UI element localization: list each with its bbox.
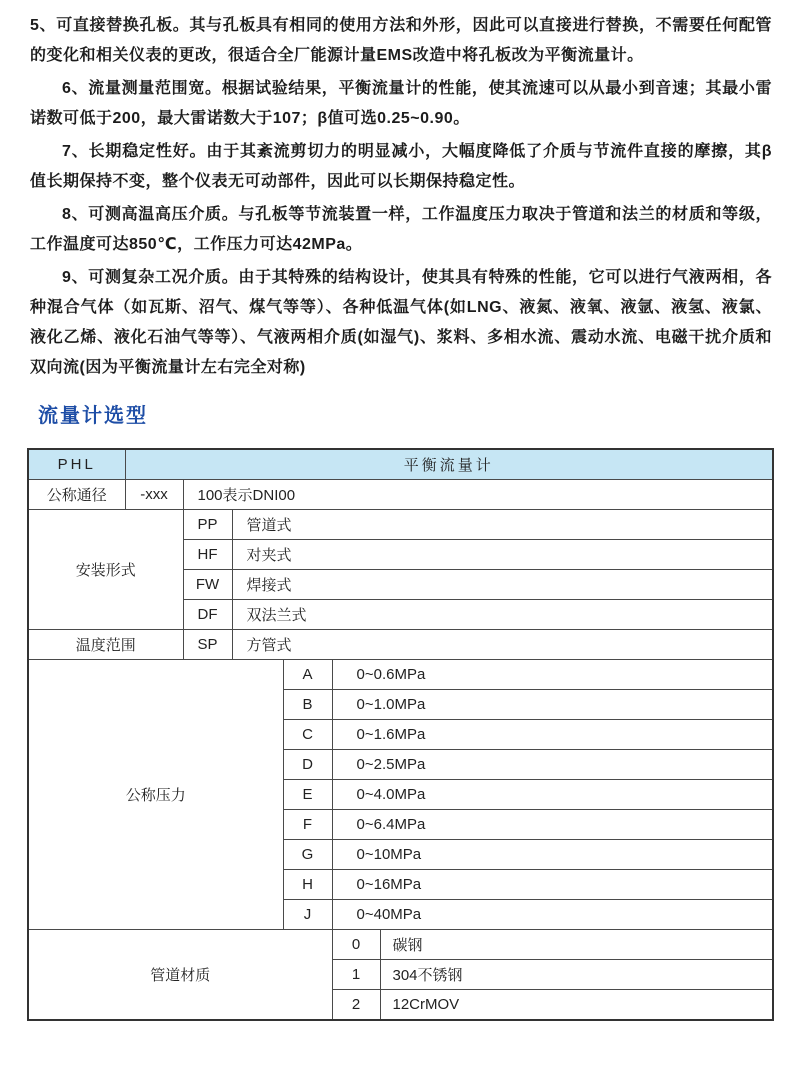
code-pressure-j: J — [283, 900, 332, 930]
label-pipe-material: 管道材质 — [28, 930, 332, 1021]
table-row-diameter — [28, 480, 773, 510]
table-row-temp-sp — [28, 630, 773, 660]
feature-paragraphs — [0, 0, 800, 383]
table-row-material-0 — [28, 930, 773, 960]
code-material-0: 0 — [332, 930, 380, 960]
code-pressure-h: H — [283, 870, 332, 900]
paragraph-feature-7: 7、长期稳定性好。由于其紊流剪切力的明显减小，大幅度降低了介质与节流件直接的摩擦，其β值长期保持不变，整个仪表无可动部件，因此可以长期保持稳定性。 — [30, 143, 772, 190]
label-install-form: 安装形式 — [28, 510, 183, 630]
label-nominal-pressure: 公称压力 — [28, 660, 283, 930]
code-pressure-d: D — [283, 750, 332, 780]
code-df: DF — [183, 600, 232, 630]
code-pp: PP — [183, 510, 232, 540]
code-sp: SP — [183, 630, 232, 660]
code-pressure-f: F — [283, 810, 332, 840]
code-material-2: 2 — [332, 990, 380, 1021]
desc-diameter: 100表示DNI00 — [183, 480, 773, 510]
desc-material-0: 碳钢 — [380, 930, 773, 960]
desc-material-2: 12CrMOV — [380, 990, 773, 1021]
paragraph-feature-9: 9、可测复杂工况介质。由于其特殊的结构设计，使其具有特殊的性能，它可以进行气液两相，各种混合气体（如瓦斯、沼气、煤气等等）、各种低温气体(如LNG、液氮、液氧、液氩、液氢、液氯、液化乙烯、液化石油气等等）、气液两相介质(如湿气)、浆料、多相水流、震动水流、电磁干扰介质和双向流(因为平衡流量计左右完全对称) — [30, 269, 772, 376]
model-code-cell: PHL — [28, 449, 125, 480]
paragraph-feature-5: 5、可直接替换孔板。其与孔板具有相同的使用方法和外形，因此可以直接进行替换，不需要任何配管的变化和相关仪表的更改，很适合全厂能源计量EMS改造中将孔板改为平衡流量计。 — [30, 17, 772, 64]
paragraph-feature-6: 6、流量测量范围宽。根据试验结果，平衡流量计的性能，使其流速可以从最小到音速；其最小雷诺数可低于200，最大雷诺数大于107；β值可选0.25~0.90。 — [30, 80, 772, 127]
desc-pressure-b: 0~1.0MPa — [332, 690, 773, 720]
desc-pressure-g: 0~10MPa — [332, 840, 773, 870]
desc-pressure-c: 0~1.6MPa — [332, 720, 773, 750]
code-pressure-e: E — [283, 780, 332, 810]
desc-pressure-d: 0~2.5MPa — [332, 750, 773, 780]
model-selection-table — [27, 448, 774, 1021]
code-pressure-g: G — [283, 840, 332, 870]
label-nominal-diameter: 公称通径 — [28, 480, 125, 510]
desc-pressure-f: 0~6.4MPa — [332, 810, 773, 840]
section-title-selection: 流量计选型 — [38, 405, 148, 427]
code-material-1: 1 — [332, 960, 380, 990]
label-temp-range: 温度范围 — [28, 630, 183, 660]
code-pressure-b: B — [283, 690, 332, 720]
table-row-model — [28, 449, 773, 480]
desc-sp: 方管式 — [232, 630, 773, 660]
desc-pressure-a: 0~0.6MPa — [332, 660, 773, 690]
desc-fw: 焊接式 — [232, 570, 773, 600]
desc-df: 双法兰式 — [232, 600, 773, 630]
code-hf: HF — [183, 540, 232, 570]
model-name-cell: 平衡流量计 — [125, 449, 773, 480]
table-row-pressure-a — [28, 660, 773, 690]
table-row-install-pp — [28, 510, 773, 540]
desc-material-1: 304不锈钢 — [380, 960, 773, 990]
code-pressure-c: C — [283, 720, 332, 750]
paragraph-feature-8: 8、可测高温高压介质。与孔板等节流装置一样，工作温度压力取决于管道和法兰的材质和等级，工作温度可达850℃，工作压力可达42MPa。 — [30, 206, 772, 253]
desc-pp: 管道式 — [232, 510, 773, 540]
desc-pressure-e: 0~4.0MPa — [332, 780, 773, 810]
code-diameter: -xxx — [125, 480, 183, 510]
code-fw: FW — [183, 570, 232, 600]
desc-hf: 对夹式 — [232, 540, 773, 570]
desc-pressure-j: 0~40MPa — [332, 900, 773, 930]
desc-pressure-h: 0~16MPa — [332, 870, 773, 900]
code-pressure-a: A — [283, 660, 332, 690]
